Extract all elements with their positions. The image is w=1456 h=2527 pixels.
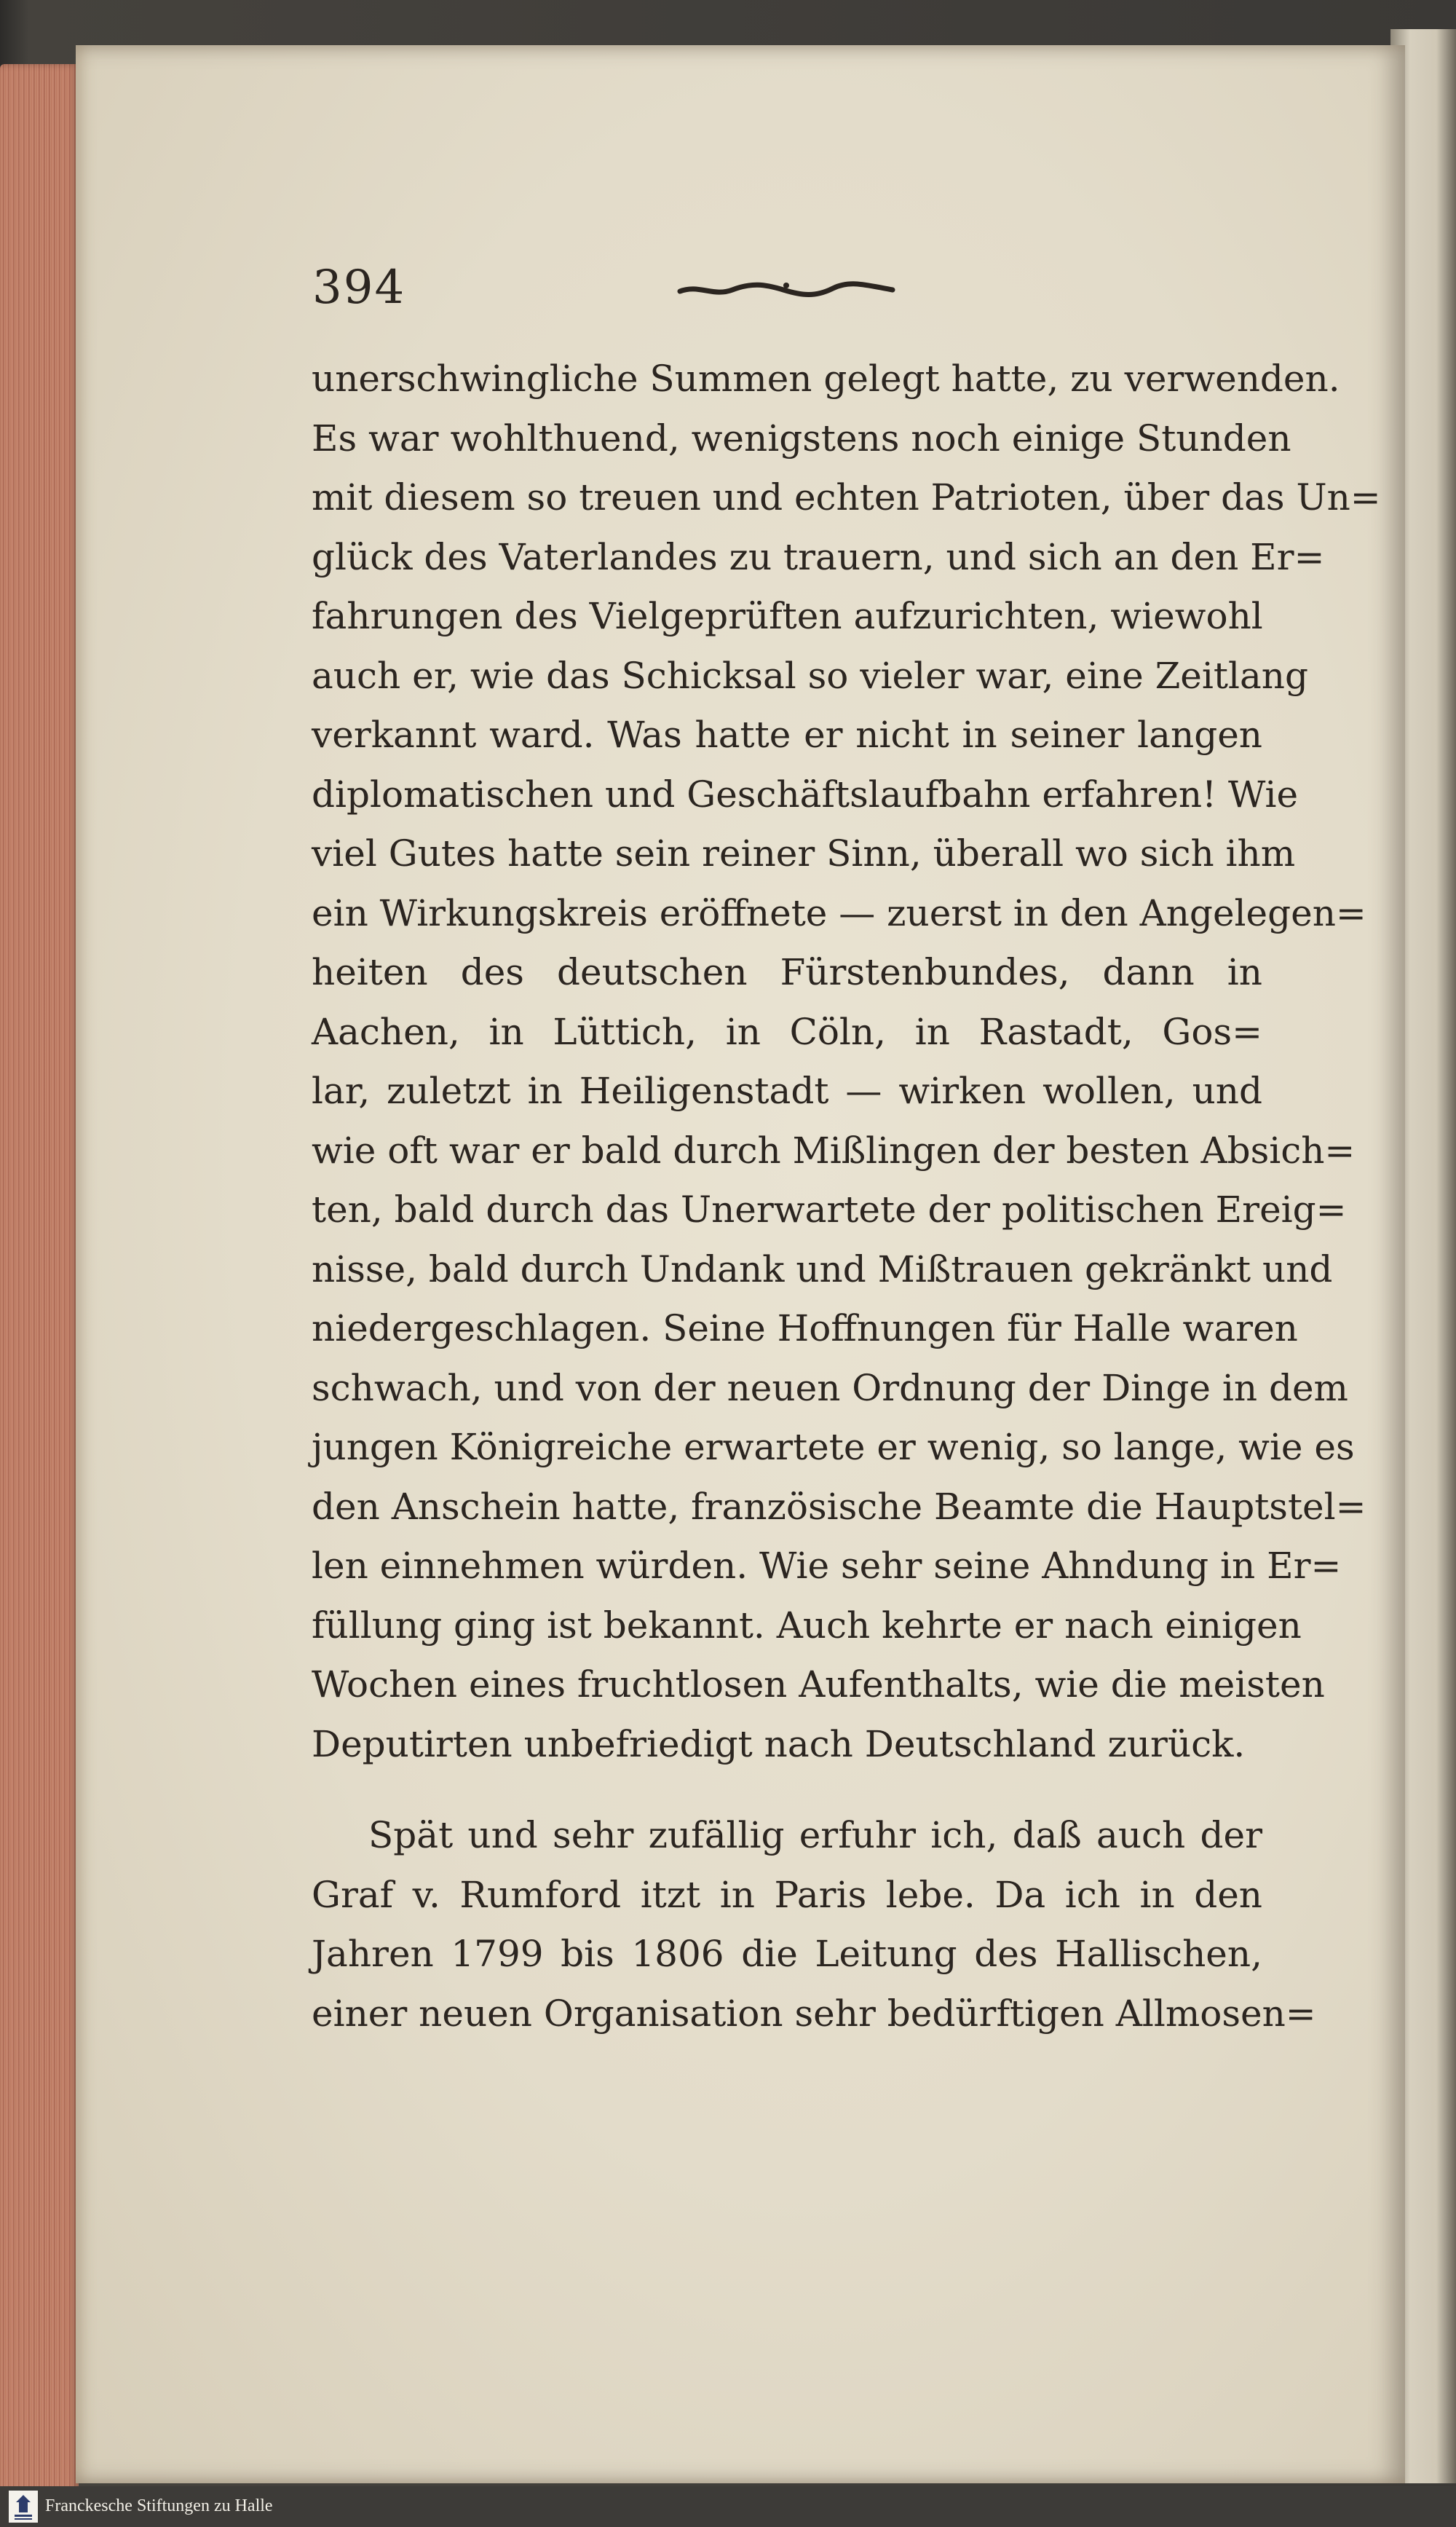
text-line: Jahren 1799 bis 1806 die Leitung des Hallischen, [312, 1933, 1262, 1975]
text-line: den Anschein hatte, französische Beamte die Hauptstel= [312, 1485, 1366, 1528]
text-line: schwach, und von der neuen Ordnung der Dinge in dem [312, 1366, 1348, 1409]
paragraph-gap [312, 1774, 1262, 1806]
text-line: unerschwingliche Summen gelegt hatte, zu verwenden. [312, 358, 1340, 400]
text-line: ten, bald durch das Unerwartete der politischen Ereig= [312, 1188, 1347, 1231]
header-ornament-icon [677, 275, 895, 304]
paragraph-2 [312, 1806, 1316, 2043]
text-line: einer neuen Organisation sehr bedürftigen Allmosen= [312, 1992, 1316, 2035]
text-line: viel Gutes hatte sein reiner Sinn, überall wo sich ihm [312, 832, 1296, 875]
text-line: verkannt ward. Was hatte er nicht in seiner langen [312, 714, 1262, 756]
text-line: Deputirten unbefriedigt nach Deutschland zurück. [312, 1722, 1246, 1765]
text-line: niedergeschlagen. Seine Hoffnungen für Halle waren [312, 1307, 1298, 1349]
text-line: Aachen, in Lüttich, in Cöln, in Rastadt, Gos= [312, 1010, 1262, 1053]
text-line: heiten des deutschen Fürstenbundes, dann in [312, 951, 1262, 993]
franckesche-stiftungen-logo-icon [9, 2491, 38, 2523]
book-edge-left [0, 64, 79, 2496]
text-line: Spät und sehr zufällig erfuhr ich, daß auch der [368, 1814, 1262, 1856]
text-line: Es war wohlthuend, wenigstens noch einige Stunden [312, 417, 1291, 460]
text-line: ein Wirkungskreis eröffnete — zuerst in den Angelegen= [312, 891, 1366, 934]
text-line: mit diesem so treuen und echten Patrioten, über das Un= [312, 476, 1381, 519]
text-line: Graf v. Rumford itzt in Paris lebe. Da ich in den [312, 1873, 1262, 1916]
paragraph-1 [312, 350, 1381, 1774]
text-line: jungen Königreiche erwartete er wenig, so lange, wie es [312, 1426, 1355, 1468]
text-line: wie oft war er bald durch Mißlingen der besten Absich= [312, 1129, 1356, 1172]
body-text [312, 350, 1381, 2043]
page-number: 394 [312, 261, 406, 315]
text-line: fahrungen des Vielgeprüften aufzurichten, wiewohl [312, 595, 1263, 637]
text-line: len einnehmen würden. Wie sehr seine Ahndung in Er= [312, 1545, 1342, 1587]
text-line: lar, zuletzt in Heiligenstadt — wirken wollen, und [312, 1070, 1262, 1112]
text-line: auch er, wie das Schicksal so vieler war, eine Zeitlang [312, 654, 1308, 697]
text-line: diplomatischen und Geschäftslaufbahn erfahren! Wie [312, 773, 1299, 816]
text-line: füllung ging ist bekannt. Auch kehrte er nach einigen [312, 1604, 1302, 1647]
text-line: Wochen eines fruchtlosen Aufenthalts, wie die meisten [312, 1663, 1325, 1706]
text-line: nisse, bald durch Undank und Mißtrauen gekränkt und [312, 1247, 1333, 1290]
footer-credit: Franckesche Stiftungen zu Halle [45, 2496, 273, 2515]
text-line: glück des Vaterlandes zu trauern, und sich an den Er= [312, 535, 1325, 578]
